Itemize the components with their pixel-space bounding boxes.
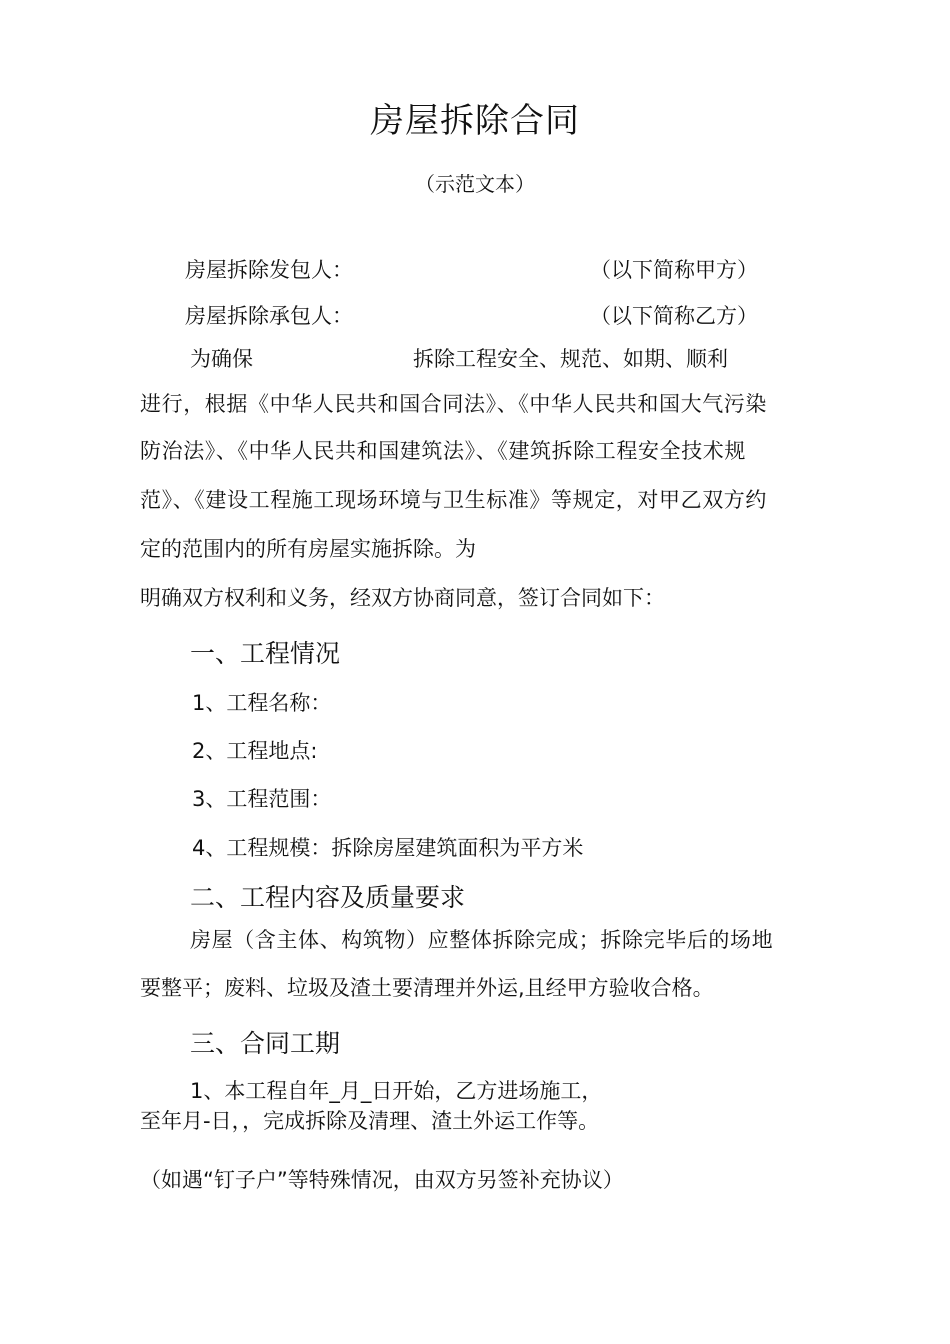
page-title: 房屋拆除合同 bbox=[370, 101, 580, 141]
party-a-label: 房屋拆除发包人： bbox=[185, 258, 353, 282]
party-b-note: （以下简称乙方） bbox=[590, 304, 758, 328]
preamble-line-4: 范》、《建设工程施工现场环境与卫生标准》等规定，对甲乙双方约 bbox=[140, 488, 767, 512]
preamble-line-2: 进行，根据《中华人民共和国合同法》、《中华人民共和国大气污染 bbox=[140, 392, 767, 416]
section-2-line-2: 要整平；废料、垃圾及渣土要清理并外运,且经甲方验收合格。 bbox=[140, 976, 714, 1000]
section-1-item-2: 2、工程地点: bbox=[192, 739, 318, 763]
section-3-line-2: 至年月-日，，完成拆除及清理、渣土外运工作等。 bbox=[140, 1109, 600, 1133]
preamble-line-6: 明确双方权利和义务，经双方协商同意，签订合同如下： bbox=[140, 586, 665, 610]
section-2-line-1: 房屋（含主体、构筑物）应整体拆除完成；拆除完毕后的场地 bbox=[190, 928, 774, 952]
page-subtitle: （示范文本） bbox=[415, 172, 535, 196]
preamble-line-3: 防治法》、《中华人民共和国建筑法》、《建筑拆除工程安全技术规 bbox=[140, 439, 746, 463]
section-1-item-4: 4、工程规模：拆除房屋建筑面积为平方米 bbox=[192, 836, 584, 860]
section-3-line-1: 1、本工程自年_月_日开始，乙方进场施工， bbox=[190, 1079, 603, 1103]
section-1-heading: 一、工程情况 bbox=[190, 639, 341, 668]
section-2-heading: 二、工程内容及质量要求 bbox=[190, 883, 466, 912]
section-1-item-1: 1、工程名称： bbox=[192, 691, 332, 715]
party-b-label: 房屋拆除承包人： bbox=[185, 304, 353, 328]
preamble-line-5: 定的范围内的所有房屋实施拆除。为 bbox=[140, 537, 476, 561]
preamble-line-1b: 拆除工程安全、规范、如期、顺利 bbox=[413, 347, 728, 371]
party-a-note: （以下简称甲方） bbox=[590, 258, 758, 282]
section-1-item-3: 3、工程范围： bbox=[192, 787, 332, 811]
section-3-note: （如遇“钉子户”等特殊情况，由双方另签补充协议） bbox=[140, 1168, 624, 1192]
section-3-heading: 三、合同工期 bbox=[190, 1029, 341, 1058]
preamble-line-1a: 为确保 bbox=[190, 347, 253, 371]
